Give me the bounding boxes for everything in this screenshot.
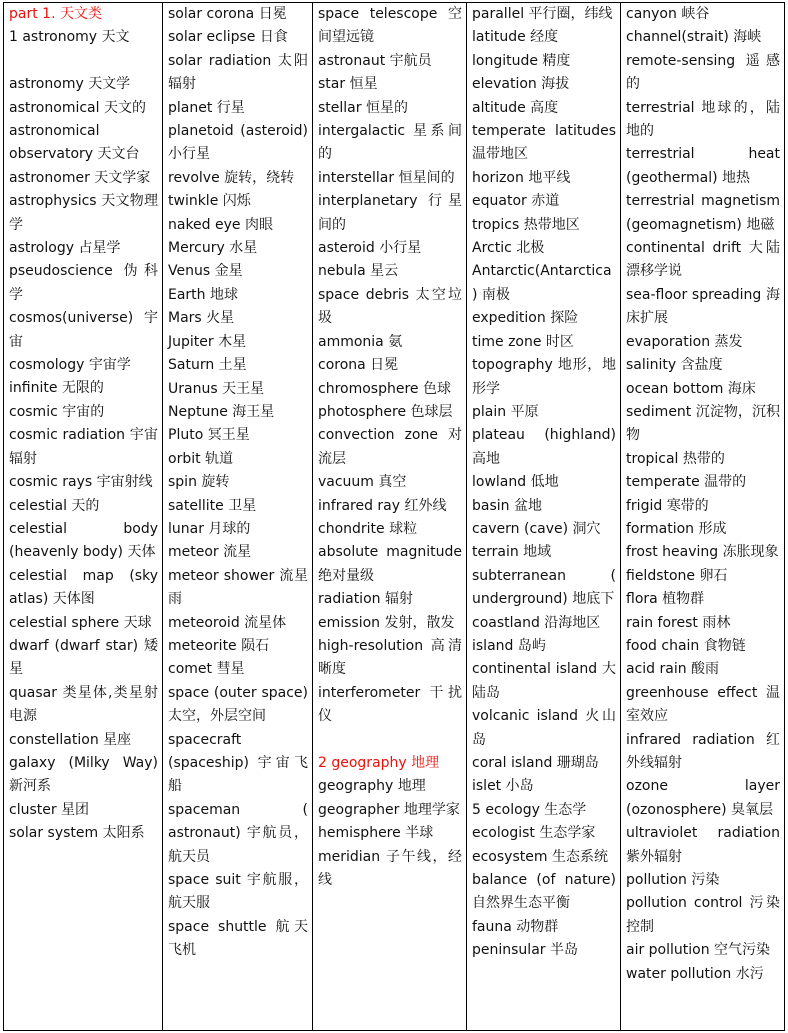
vocab-entry: peninsular 半岛 — [472, 942, 578, 959]
vocab-entry: emission 发射，散发 — [318, 614, 455, 631]
vocab-entry: altitude 高度 — [472, 99, 559, 116]
vocab-entry: solar eclipse 日食 — [168, 29, 288, 46]
vocab-entry: subterranean ( underground) 地底下 — [472, 567, 616, 608]
vocab-entry: vacuum 真空 — [318, 474, 407, 491]
vocab-entry: remote-sensing 遥感的 — [626, 52, 780, 93]
vocab-entry: food chain 食物链 — [626, 637, 746, 654]
vocab-entry: cavern (cave) 洞穴 — [472, 520, 601, 537]
vocab-entry: salinity 含盐度 — [626, 357, 723, 374]
vocab-entry: Mercury 水星 — [168, 240, 258, 257]
vocab-entry: terrestrial heat (geothermal) 地热 — [626, 146, 780, 186]
vocab-entry: geographer 地理学家 — [318, 801, 460, 818]
vocab-entry: flora 植物群 — [626, 591, 705, 608]
vocab-entry: coral island 珊瑚岛 — [472, 755, 599, 771]
vocab-entry: space shuttle 航天飞机 — [168, 918, 308, 959]
vocab-entry: solar radiation 太阳辐射 — [168, 52, 308, 93]
vocab-entry: galaxy (Milky Way) 新河系 — [9, 754, 158, 795]
vocab-entry: evaporation 蒸发 — [626, 333, 743, 350]
vocab-entry: island 岛屿 — [472, 637, 546, 654]
vocab-entry: Venus 金星 — [168, 263, 243, 280]
vocab-entry: intergalactic 星系间的 — [318, 123, 462, 163]
vocab-entry: astrophysics 天文物理学 — [9, 193, 158, 233]
vocab-entry: cluster 星团 — [9, 801, 90, 818]
vocab-entry: space (outer space) 太空，外层空间 — [168, 684, 308, 725]
vocab-entry: pollution control 污染控制 — [626, 895, 780, 935]
vocabulary-table — [3, 2, 785, 1031]
vocab-entry: meteor 流星 — [168, 544, 252, 561]
vocab-entry: celestial 天的 — [9, 497, 100, 514]
vocab-entry: 1 astronomy 天文 — [9, 29, 130, 46]
vocab-entry: quasar 类星体,类星射电源 — [9, 684, 158, 725]
vocab-entry: tropical 热带的 — [626, 450, 725, 467]
vocab-entry: greenhouse effect 温室效应 — [626, 684, 780, 725]
vocab-entry: meteor shower 流星雨 — [168, 567, 308, 608]
vocab-entry: lowland 低地 — [472, 474, 559, 491]
vocab-entry: frigid 寒带的 — [626, 497, 709, 514]
vocab-entry: ecosystem 生态系统 — [472, 848, 608, 865]
vocab-entry: channel(strait) 海峡 — [626, 29, 762, 46]
vocab-entry: astrology 占星学 — [9, 240, 121, 257]
column-5 — [620, 3, 784, 1030]
vocab-entry: infrared radiation 红外线辐射 — [626, 731, 780, 771]
vocab-entry: pseudoscience 伪科学 — [9, 263, 158, 303]
vocab-entry: continental drift 大陆漂移学说 — [626, 240, 780, 280]
vocab-entry: formation 形成 — [626, 520, 727, 537]
vocab-entry: geography 地理 — [318, 778, 426, 795]
vocab-entry: infinite 无限的 — [9, 380, 104, 397]
vocab-entry: pollution 污染 — [626, 872, 720, 889]
column-3 — [312, 3, 466, 1030]
blank-line — [9, 50, 158, 73]
vocab-entry: plain 平原 — [472, 403, 539, 420]
vocab-entry: parallel 平行圈，纬线 — [472, 6, 613, 22]
vocab-entry: terrestrial 地球的，陆地的 — [626, 99, 780, 140]
vocab-entry: nebula 星云 — [318, 263, 399, 280]
vocab-entry: revolve 旋转，绕转 — [168, 169, 295, 186]
vocab-entry: temperate latitudes 温带地区 — [472, 123, 616, 163]
vocab-entry: astronomical observatory 天文台 — [9, 123, 140, 163]
vocab-entry: Antarctic(Antarctica) 南极 — [472, 263, 612, 303]
vocab-entry: meridian 子午线，经线 — [318, 848, 462, 889]
vocab-entry: islet 小岛 — [472, 778, 534, 795]
vocab-entry: Mars 火星 — [168, 310, 235, 327]
vocab-entry: cosmic 宇宙的 — [9, 403, 105, 420]
vocab-entry: space suit 宇航服，航天服 — [168, 872, 308, 912]
vocab-entry: latitude 经度 — [472, 29, 559, 46]
vocab-entry: astronaut 宇航员 — [318, 52, 432, 69]
vocab-entry: tropics 热带地区 — [472, 216, 580, 233]
vocab-entry: interplanetary 行星间的 — [318, 193, 462, 233]
vocab-entry: continental island 大陆岛 — [472, 661, 616, 701]
blank-line — [318, 729, 462, 752]
vocab-entry: 5 ecology 生态学 — [472, 801, 587, 818]
column-1 — [4, 3, 162, 1030]
vocab-entry: chromosphere 色球 — [318, 380, 451, 397]
vocab-entry: volcanic island 火山岛 — [472, 708, 616, 748]
vocab-entry: spacecraft (spaceship) 宇宙飞船 — [168, 731, 308, 795]
vocab-entry: acid rain 酸雨 — [626, 661, 720, 678]
vocab-entry: time zone 时区 — [472, 333, 574, 350]
vocab-entry: planet 行星 — [168, 99, 245, 116]
vocab-entry: elevation 海拔 — [472, 76, 570, 93]
vocab-entry: astronomer 天文学家 — [9, 169, 151, 186]
vocab-entry: plateau (highland) 高地 — [472, 427, 616, 467]
vocab-entry: cosmic radiation 宇宙辐射 — [9, 427, 158, 467]
vocab-entry: absolute magnitude 绝对量级 — [318, 544, 462, 584]
vocab-entry: Arctic 北极 — [472, 240, 545, 257]
vocab-entry: ultraviolet radiation 紫外辐射 — [626, 825, 780, 865]
vocab-entry: Pluto 冥王星 — [168, 427, 250, 444]
vocab-entry: Uranus 天王星 — [168, 380, 265, 397]
vocab-entry: basin 盆地 — [472, 497, 542, 514]
vocab-entry: topography 地形，地形学 — [472, 357, 616, 397]
vocab-entry: satellite 卫星 — [168, 497, 257, 514]
vocab-entry: ammonia 氨 — [318, 333, 403, 350]
vocab-entry: hemisphere 半球 — [318, 825, 434, 842]
vocab-entry: Saturn 土星 — [168, 357, 247, 374]
vocab-entry: convection zone 对流层 — [318, 427, 462, 467]
vocab-entry: sediment 沉淀物，沉积物 — [626, 403, 780, 444]
vocab-entry: spaceman ( astronaut) 宇航员，航天员 — [168, 801, 308, 865]
vocab-entry: sea-floor spreading 海床扩展 — [626, 286, 780, 327]
vocab-entry: expedition 探险 — [472, 310, 579, 327]
vocab-entry: interstellar 恒星间的 — [318, 169, 455, 186]
vocab-entry: canyon 峡谷 — [626, 6, 710, 22]
column-2 — [162, 3, 312, 1030]
section-heading: 2 geography 地理 — [318, 754, 440, 771]
vocab-entry: planetoid (asteroid) 小行星 — [168, 123, 308, 163]
section-heading: part 1. 天文类 — [9, 6, 102, 22]
vocab-entry: equator 赤道 — [472, 193, 560, 210]
vocab-entry: celestial sphere 天球 — [9, 614, 152, 631]
vocab-entry: rain forest 雨林 — [626, 614, 731, 631]
vocab-entry: frost heaving 冻胀现象 — [626, 544, 779, 561]
vocab-entry: Neptune 海王星 — [168, 403, 275, 420]
vocab-entry: fauna 动物群 — [472, 918, 559, 935]
vocab-entry: space telescope 空间望远镜 — [318, 6, 462, 46]
vocab-entry: terrain 地域 — [472, 544, 552, 561]
vocab-entry: spin 旋转 — [168, 474, 230, 491]
vocab-entry: cosmic rays 宇宙射线 — [9, 474, 153, 491]
vocab-entry: high-resolution 高清晰度 — [318, 637, 462, 678]
vocab-entry: celestial body (heavenly body) 天体 — [9, 520, 158, 561]
vocab-entry: space debris 太空垃圾 — [318, 286, 462, 327]
vocab-entry: dwarf (dwarf star) 矮星 — [9, 637, 158, 678]
vocab-entry: corona 日冕 — [318, 357, 399, 374]
vocab-entry: comet 彗星 — [168, 661, 245, 678]
vocab-entry: constellation 星座 — [9, 731, 132, 748]
vocab-entry: twinkle 闪烁 — [168, 193, 251, 210]
vocab-entry: radiation 辐射 — [318, 591, 413, 608]
vocab-entry: horizon 地平线 — [472, 169, 571, 186]
vocab-entry: ecologist 生态学家 — [472, 825, 596, 842]
vocab-entry: solar system 太阳系 — [9, 825, 145, 842]
column-4 — [466, 3, 620, 1030]
vocab-entry: chondrite 球粒 — [318, 520, 418, 537]
vocab-entry: terrestrial magnetism (geomagnetism) 地磁 — [626, 193, 780, 233]
vocab-entry: ozone layer (ozonosphere) 臭氧层 — [626, 778, 780, 818]
vocab-entry: coastland 沿海地区 — [472, 614, 601, 631]
vocab-entry: cosmology 宇宙学 — [9, 357, 131, 374]
vocab-entry: ocean bottom 海床 — [626, 380, 756, 397]
vocab-entry: meteorite 陨石 — [168, 637, 270, 654]
vocab-entry: stellar 恒星的 — [318, 99, 408, 116]
vocab-entry: celestial map (sky atlas) 天体图 — [9, 567, 158, 608]
vocab-entry: astronomical 天文的 — [9, 99, 146, 116]
vocab-entry: fieldstone 卵石 — [626, 567, 728, 584]
vocab-entry: photosphere 色球层 — [318, 403, 453, 420]
vocab-entry: lunar 月球的 — [168, 520, 251, 537]
vocab-entry: Jupiter 木星 — [168, 333, 247, 350]
vocab-entry: cosmos(universe) 宇宙 — [9, 310, 158, 350]
vocab-entry: balance (of nature) 自然界生态平衡 — [472, 872, 616, 912]
vocab-entry: star 恒星 — [318, 76, 378, 93]
vocab-entry: naked eye 肉眼 — [168, 216, 273, 233]
vocab-entry: infrared ray 红外线 — [318, 497, 447, 514]
vocab-entry: asteroid 小行星 — [318, 240, 422, 257]
vocab-entry: longitude 精度 — [472, 52, 571, 69]
vocab-entry: astronomy 天文学 — [9, 76, 131, 93]
vocab-entry: interferometer 干扰仪 — [318, 684, 462, 725]
vocab-entry: water pollution 水污 — [626, 965, 764, 982]
vocab-entry: meteoroid 流星体 — [168, 614, 287, 631]
vocab-entry: temperate 温带的 — [626, 474, 747, 491]
vocab-entry: air pollution 空气污染 — [626, 942, 771, 959]
vocab-entry: orbit 轨道 — [168, 450, 234, 467]
vocab-entry: Earth 地球 — [168, 286, 238, 303]
vocab-entry: solar corona 日冕 — [168, 6, 287, 22]
